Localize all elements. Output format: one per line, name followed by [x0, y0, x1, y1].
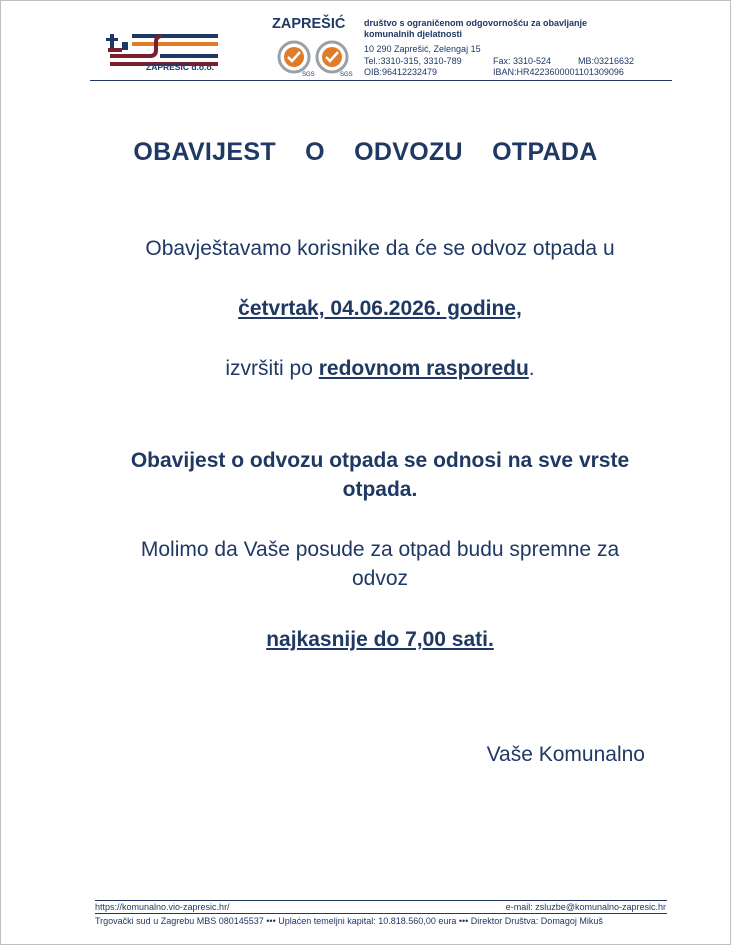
footer-divider-top [95, 900, 667, 901]
notice-title: OBAVIJEST O ODVOZU OTPADA [133, 138, 598, 166]
footer-legal: Trgovački sud u Zagrebu MBS 080145537 ••• Uplaćen temeljni kapital: 10.818.560,00 eura ••• Direktor Društva: Domagoj Mikuš [95, 916, 603, 926]
notice-date [100, 294, 660, 323]
sgs-cert-icon [276, 40, 316, 78]
notice-schedule [100, 354, 660, 383]
notice-scope: Obavijest o odvozu otpada se odnosi na sve vrste otpada. [130, 449, 630, 501]
oib: OIB:96412232479 [364, 67, 438, 77]
footer-divider-bottom [95, 913, 667, 914]
header-divider [90, 80, 672, 81]
brand-name: ZAPREŠIĆ [272, 16, 346, 32]
cert-label: SGS [302, 72, 315, 78]
company-line2: komunalnih djelatnosti [364, 29, 463, 39]
company-description [364, 18, 587, 40]
schedule-prefix: izvršiti po [225, 357, 319, 380]
company-line1: društvo s ograničenom odgovornošću za obavljanje [364, 18, 588, 28]
sgs-cert-icon [314, 40, 354, 78]
signature: Vaše Komunalno [486, 743, 645, 766]
letterhead [90, 14, 672, 82]
notice-deadline-text: najkasnije do 7,00 sati. [266, 628, 494, 651]
company-logo [98, 22, 228, 82]
footer-email: e-mail: zsluzbe@komunalno-zapresic.hr [505, 902, 666, 912]
schedule-bold: redovnom rasporedu [318, 357, 529, 380]
notice-intro: Obavještavamo korisnike da će se odvoz otpada u [145, 237, 615, 260]
notice-date-text: četvrtak, 04.06.2026. godine, [238, 297, 522, 320]
notice-request: Molimo da Vaše posude za otpad budu spremne za odvoz [140, 538, 620, 590]
notice-deadline [100, 625, 660, 654]
address: 10 290 Zaprešić, Zelengaj 15 [364, 44, 481, 54]
schedule-suffix: . [528, 357, 535, 380]
fax: Fax: 3310-524 [493, 56, 552, 66]
tel: Tel.:3310-315, 3310-789 [364, 56, 462, 66]
logo-text: ZAPREŠIĆ d.o.o. [146, 62, 214, 72]
cert-label: SGS [340, 72, 353, 78]
iban: IBAN:HR4223600001101309096 [493, 67, 624, 77]
mb: MB:03216632 [578, 56, 635, 66]
footer-url: https://komunalno.vio-zapresic.hr/ [95, 902, 230, 912]
